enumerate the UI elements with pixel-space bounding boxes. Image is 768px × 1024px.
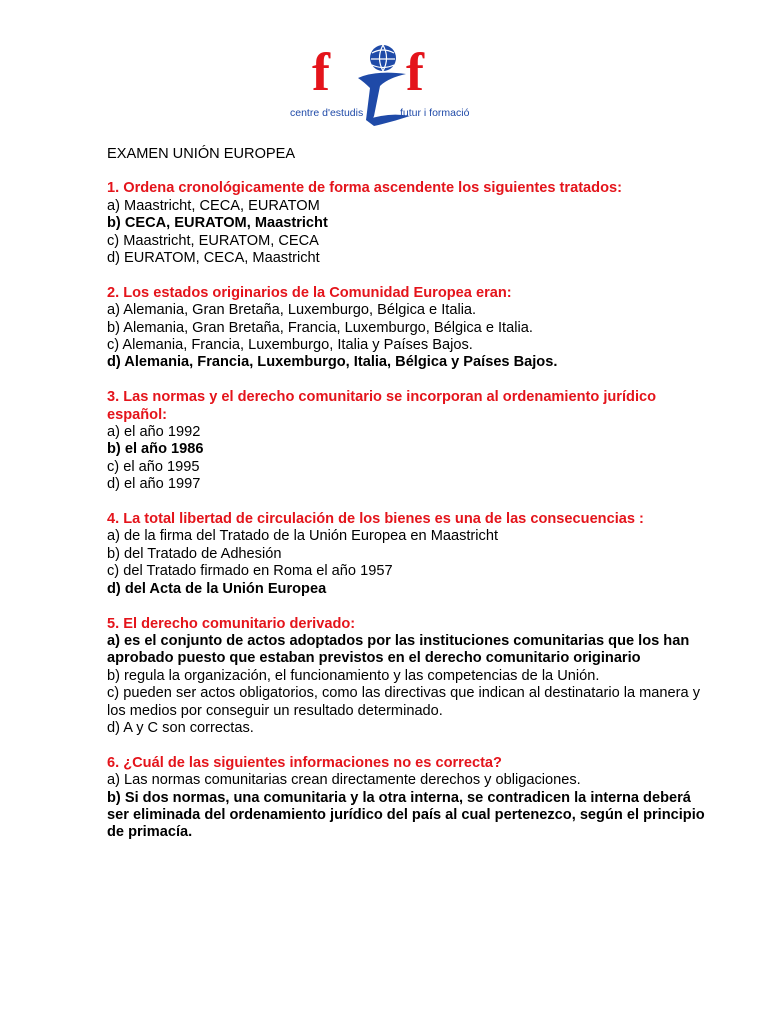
logo-letter-right: f xyxy=(406,42,424,102)
question-block xyxy=(107,755,707,842)
answer-option-correct: b) el año 1986 xyxy=(107,441,204,458)
answer-option: a) de la firma del Tratado de la Unión Europea en Maastricht xyxy=(107,528,499,545)
question-text: 6. ¿Cuál de las siguientes informaciones no es correcta? xyxy=(107,754,502,771)
question-block xyxy=(107,616,707,738)
answer-option: d) EURATOM, CECA, Maastricht xyxy=(107,250,320,267)
answer-option-correct: d) Alemania, Francia, Luxemburgo, Italia, Bélgica y Países Bajos. xyxy=(107,354,558,371)
answer-option: b) regula la organización, el funcionamiento y las competencias de la Unión. xyxy=(107,667,600,684)
logo-caption-right: futur i formació xyxy=(400,107,470,119)
answer-option-correct: a) es el conjunto de actos adoptados por las instituciones comunitarias que los han aprobado puesto que estaban previstos en el derecho comunitario originario xyxy=(107,632,690,667)
answer-option: c) del Tratado firmado en Roma el año 1957 xyxy=(107,563,393,580)
answer-option: c) Alemania, Francia, Luxemburgo, Italia y Países Bajos. xyxy=(107,337,473,354)
question-list xyxy=(107,180,707,841)
answer-option: d) A y C son correctas. xyxy=(107,719,254,736)
logo-caption-left: centre d'estudis xyxy=(290,107,364,119)
futur-logo-icon xyxy=(288,42,484,128)
question-text: 4. La total libertad de circulación de los bienes es una de las consecuencias : xyxy=(107,511,644,528)
page-title: EXAMEN UNIÓN EUROPEA xyxy=(107,146,296,162)
answer-option-correct: d) del Acta de la Unión Europea xyxy=(107,580,327,597)
answer-option: a) Alemania, Gran Bretaña, Luxemburgo, Bélgica e Italia. xyxy=(107,302,477,319)
question-text: 1. Ordena cronológicamente de forma ascendente los siguientes tratados: xyxy=(107,180,622,197)
question-block xyxy=(107,389,707,493)
logo-letter-left: f xyxy=(312,42,330,102)
logo xyxy=(288,42,484,128)
exam-document xyxy=(107,146,707,859)
answer-option: d) el año 1997 xyxy=(107,476,201,493)
question-text: 3. Las normas y el derecho comunitario se incorporan al ordenamiento jurídico español: xyxy=(107,389,657,423)
answer-option: a) Maastricht, CECA, EURATOM xyxy=(107,197,320,214)
answer-option: c) Maastricht, EURATOM, CECA xyxy=(107,232,319,249)
question-text: 5. El derecho comunitario derivado: xyxy=(107,615,356,632)
answer-option-correct: b) Si dos normas, una comunitaria y la otra interna, se contradicen la interna deberá ser eliminada del ordenamiento jurídico del país al cual pertenezco, según el principio de primacía. xyxy=(107,789,705,841)
answer-option: c) el año 1995 xyxy=(107,458,200,475)
question-block xyxy=(107,180,707,267)
answer-option: b) Alemania, Gran Bretaña, Francia, Luxemburgo, Bélgica e Italia. xyxy=(107,319,533,336)
question-text: 2. Los estados originarios de la Comunidad Europea eran: xyxy=(107,284,512,301)
answer-option: a) Las normas comunitarias crean directamente derechos y obligaciones. xyxy=(107,772,581,789)
answer-option: c) pueden ser actos obligatorios, como las directivas que indican al destinatario la manera y los medios por conseguir un resultado determinado. xyxy=(107,685,700,719)
question-block xyxy=(107,511,707,598)
question-block xyxy=(107,285,707,372)
answer-option: a) el año 1992 xyxy=(107,424,201,441)
answer-option-correct: b) CECA, EURATOM, Maastricht xyxy=(107,215,328,232)
answer-option: b) del Tratado de Adhesión xyxy=(107,545,282,562)
globe-icon xyxy=(370,45,396,71)
